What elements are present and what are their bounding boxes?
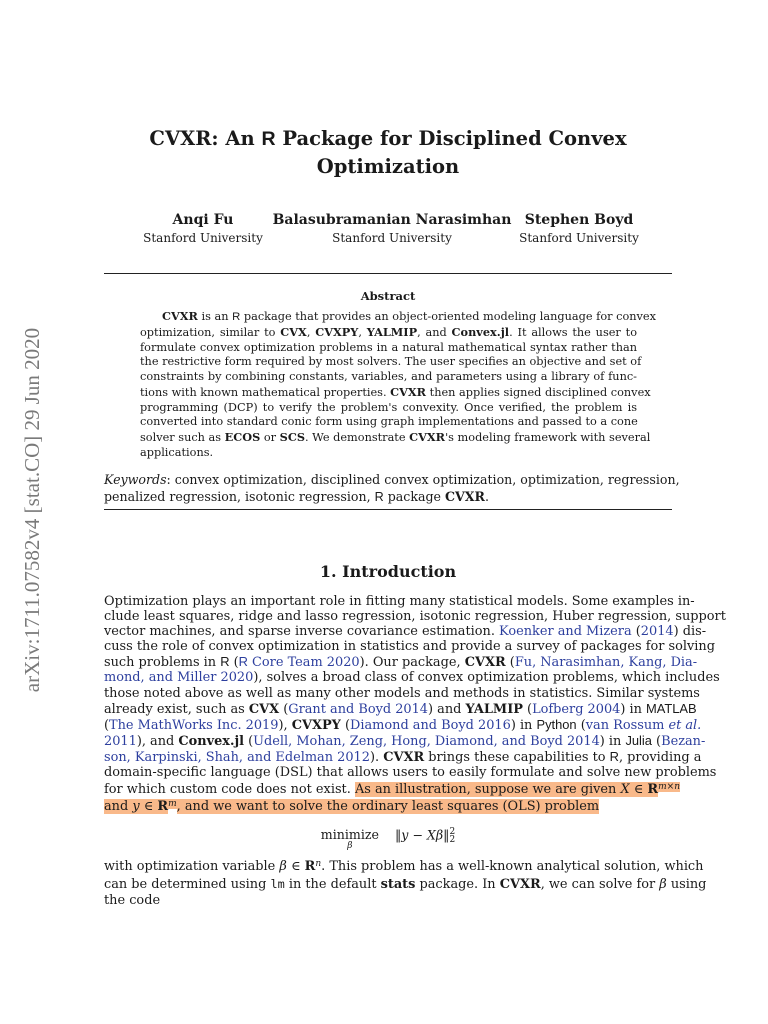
equation-norm-indices bbox=[449, 828, 455, 844]
citation-link[interactable]: Grant and Boyd 2014 bbox=[288, 701, 429, 717]
abstract-body-text: then applies signed disciplined convex bbox=[426, 385, 651, 399]
closing-paragraph-text: , we can solve for bbox=[540, 876, 660, 892]
citation-link[interactable]: Bezan- bbox=[661, 733, 706, 749]
introduction-paragraph-text: ) in bbox=[510, 717, 537, 733]
section-heading-introduction: 1. Introduction bbox=[319, 562, 457, 581]
closing-paragraph-line bbox=[104, 893, 672, 910]
paper-title-line-2 bbox=[104, 154, 672, 180]
abstract-bottom-rule bbox=[104, 509, 672, 510]
keywords-line bbox=[104, 472, 680, 489]
introduction-paragraph-line bbox=[104, 700, 697, 717]
closing-paragraph-text: in the default bbox=[284, 876, 381, 892]
introduction-paragraph-text: R bbox=[647, 782, 659, 798]
introduction-paragraph-text: Julia bbox=[625, 732, 652, 748]
abstract-body-text: Convex.jl bbox=[451, 324, 510, 339]
abstract-body-line bbox=[140, 384, 651, 401]
introduction-paragraph-text: domain-specific language (DSL) that allows users to easily formulate and solve new problems bbox=[104, 765, 717, 781]
abstract-body-line bbox=[140, 370, 637, 385]
introduction-paragraph-text: ( bbox=[576, 717, 586, 733]
closing-paragraph-text: . This problem has a well-known analytical solution, which bbox=[321, 859, 704, 875]
introduction-paragraph-text: ), and bbox=[136, 733, 179, 749]
abstract-heading: Abstract bbox=[360, 289, 416, 303]
introduction-paragraph-text: CVXR bbox=[464, 655, 506, 671]
introduction-paragraph-text: As an illustration, suppose we are given bbox=[354, 782, 621, 798]
abstract-body-text: , bbox=[358, 325, 367, 339]
keywords-text: . bbox=[485, 488, 490, 504]
abstract-body-text: solver such as bbox=[140, 431, 225, 444]
keywords-text: Keywords bbox=[104, 472, 167, 487]
abstract-body-line bbox=[140, 446, 637, 461]
citation-link[interactable]: Koenker and Mizera bbox=[499, 624, 632, 640]
keywords-text: R bbox=[374, 489, 384, 504]
citation-link[interactable]: The MathWorks Inc. 2019 bbox=[109, 717, 279, 733]
introduction-paragraph-text: Optimization plays an important role in fitting many statistical models. Some examples in- bbox=[104, 594, 695, 609]
introduction-paragraph-text: ), bbox=[278, 717, 292, 733]
introduction-paragraph-line bbox=[104, 624, 707, 640]
abstract-body-text: optimization, similar to bbox=[140, 325, 281, 339]
author-name-3: Stephen Boyd bbox=[524, 212, 634, 228]
introduction-paragraph-text: vector machines, and sparse inverse covariance estimation. bbox=[104, 624, 500, 640]
author-affiliation-3: Stanford University bbox=[519, 231, 639, 245]
abstract-body-line bbox=[140, 415, 637, 430]
abstract-body-text: SCS bbox=[279, 430, 305, 444]
abstract-body-line bbox=[140, 355, 642, 370]
keywords-text: package bbox=[383, 488, 445, 504]
introduction-paragraph-text: ∈ bbox=[139, 799, 158, 815]
closing-paragraph-text: the code bbox=[104, 893, 161, 909]
introduction-paragraph-line bbox=[104, 670, 720, 686]
closing-paragraph-text: package. In bbox=[415, 876, 500, 892]
author-name-1: Anqi Fu bbox=[172, 212, 234, 228]
arxiv-identifier-text: arXiv:1711.07582v4 [stat.CO] 29 Jun 2020 bbox=[20, 327, 44, 693]
abstract-top-rule bbox=[104, 273, 672, 274]
abstract-body-text: R bbox=[232, 311, 241, 323]
introduction-paragraph-text: ) in bbox=[599, 733, 626, 749]
abstract-body-text: CVX bbox=[280, 324, 307, 339]
introduction-paragraph-text: ( bbox=[651, 733, 662, 749]
equation-expression bbox=[395, 828, 455, 844]
citation-link[interactable]: 2014 bbox=[640, 624, 674, 640]
introduction-paragraph-line bbox=[104, 765, 717, 781]
introduction-paragraph-line bbox=[104, 685, 700, 701]
introduction-paragraph-text: clude least squares, ridge and lasso regression, isotonic regression, Huber regression, support bbox=[104, 609, 726, 625]
closing-paragraph-text: stats bbox=[380, 876, 416, 892]
introduction-paragraph-text: already exist, such as bbox=[104, 701, 249, 717]
author-affiliation-2: Stanford University bbox=[332, 231, 452, 245]
abstract-body-text: programming (DCP) to verify the problem's convexity. Once verified, the problem is bbox=[140, 400, 637, 414]
introduction-paragraph-line bbox=[104, 732, 706, 749]
abstract-body-text: CVXR bbox=[409, 430, 446, 444]
introduction-paragraph-line bbox=[104, 716, 702, 733]
introduction-paragraph-line bbox=[104, 780, 681, 798]
equation-norm: ‖y − Xβ‖ bbox=[394, 827, 450, 843]
abstract-body-text: constraints by combining constants, variables, and parameters using a library of func- bbox=[140, 370, 637, 383]
abstract-body-text: YALMIP bbox=[366, 324, 418, 339]
introduction-paragraph-text: ∈ bbox=[629, 782, 648, 798]
abstract-body-text: . We demonstrate bbox=[304, 431, 410, 444]
introduction-paragraph-line bbox=[104, 797, 672, 814]
abstract-body-text: . It allows the user to bbox=[509, 325, 637, 339]
abstract-body-text: applications. bbox=[140, 445, 214, 459]
abstract-body-text: CVXR bbox=[390, 384, 427, 399]
introduction-paragraph-text: Python bbox=[536, 716, 577, 732]
introduction-paragraph-text: X bbox=[620, 782, 630, 798]
citation-link[interactable]: Diamond and Boyd 2016 bbox=[350, 717, 511, 733]
introduction-paragraph-text: R bbox=[157, 799, 169, 815]
introduction-paragraph-text: y bbox=[132, 799, 140, 815]
introduction-paragraph-text: Convex.jl bbox=[178, 733, 245, 749]
introduction-paragraph-text: , providing a bbox=[618, 749, 702, 765]
introduction-paragraph-text: cuss the role of convex optimization in statistics and provide a survey of packages for solving bbox=[104, 639, 715, 655]
introduction-paragraph-text: ( bbox=[340, 717, 351, 733]
introduction-paragraph-text: those noted above as well as many other models and methods in statistics. Similar systems bbox=[104, 685, 700, 701]
introduction-paragraph-text: ) and bbox=[428, 701, 466, 717]
abstract-body-text: CVXR bbox=[162, 309, 198, 323]
abstract-body-text: , bbox=[306, 325, 316, 339]
introduction-paragraph-line bbox=[104, 594, 695, 609]
introduction-paragraph-text: ( bbox=[244, 733, 254, 749]
paper-title-line-1-segment: CVXR: An bbox=[149, 127, 262, 150]
abstract-body-text: ECOS bbox=[224, 430, 261, 444]
equation-norm-superscript: 2 bbox=[449, 827, 456, 837]
closing-paragraph-text: CVXR bbox=[499, 876, 541, 892]
closing-paragraph-text: lm bbox=[270, 876, 285, 891]
equation-operator bbox=[321, 828, 379, 851]
equation-operator-subscript: β bbox=[347, 841, 353, 851]
introduction-paragraph-text: CVX bbox=[248, 701, 280, 717]
keywords-text: penalized regression, isotonic regression, bbox=[104, 488, 375, 504]
paper-title-line-1-segment: Package for Disciplined Convex bbox=[275, 127, 627, 150]
introduction-paragraph-text: ( bbox=[279, 701, 289, 717]
keywords-text: : convex optimization, disciplined convex optimization, optimization, regression, bbox=[166, 472, 680, 487]
closing-paragraph-text: β bbox=[659, 876, 667, 892]
introduction-paragraph-text: m bbox=[168, 799, 177, 810]
introduction-paragraph-text: and bbox=[104, 799, 133, 815]
citation-link[interactable]: 2011 bbox=[104, 733, 137, 749]
closing-paragraph-text: β bbox=[279, 859, 287, 875]
introduction-paragraph bbox=[104, 594, 726, 815]
introduction-paragraph-text: R bbox=[220, 654, 230, 670]
abstract-body-text: or bbox=[260, 431, 280, 444]
introduction-paragraph-line bbox=[104, 654, 698, 671]
introduction-paragraph-text: CVXR bbox=[383, 749, 425, 765]
citation-link[interactable]: Udell, Mohan, Zeng, Hong, Diamond, and Boyd 2014 bbox=[253, 733, 600, 749]
introduction-paragraph-text: ), solves a broad class of convex optimization problems, which includes bbox=[253, 670, 720, 686]
closing-paragraph-text: R bbox=[304, 859, 316, 875]
closing-paragraph-text: n bbox=[315, 859, 322, 869]
introduction-paragraph-text: ( bbox=[631, 624, 641, 640]
introduction-paragraph-text: R bbox=[609, 748, 619, 764]
abstract-body-text: is an bbox=[197, 310, 233, 323]
closing-paragraph-line bbox=[104, 856, 704, 876]
keywords-text: CVXR bbox=[444, 488, 486, 504]
introduction-paragraph-text: ). bbox=[369, 749, 384, 765]
citation-link[interactable]: R bbox=[238, 654, 248, 670]
introduction-paragraph-text: , and we want to solve the ordinary least squares (OLS) problem bbox=[176, 799, 600, 815]
abstract-body-text: 's modeling framework with several bbox=[445, 431, 651, 444]
abstract-body-text: package that provides an object-oriented modeling language for convex bbox=[240, 310, 656, 323]
citation-link[interactable]: Fu, Narasimhan, Kang, Dia- bbox=[514, 655, 698, 671]
citation-link[interactable]: mond, and Miller 2020 bbox=[104, 670, 254, 686]
introduction-paragraph-text: ( bbox=[505, 655, 515, 671]
paper-title-line-1-segment: R bbox=[261, 128, 276, 150]
introduction-paragraph-line bbox=[104, 748, 702, 765]
abstract-body-line bbox=[140, 401, 637, 416]
citation-link[interactable]: van Rossum bbox=[585, 717, 669, 733]
paper-title-line-2-segment: Optimization bbox=[316, 155, 460, 178]
introduction-paragraph-text: ( bbox=[229, 655, 239, 671]
introduction-paragraph-text: ). Our package, bbox=[359, 655, 465, 671]
introduction-paragraph-text: ( bbox=[104, 717, 110, 733]
citation-link[interactable]: Core Team 2020 bbox=[247, 655, 360, 671]
equation-norm-subscript: 2 bbox=[449, 835, 456, 845]
citation-link[interactable]: et al. bbox=[668, 717, 702, 733]
introduction-paragraph-line bbox=[104, 639, 715, 655]
citation-link[interactable]: Lofberg 2004 bbox=[532, 701, 621, 717]
abstract-body-text: formulate convex optimization problems in a natural mathematical syntax rather than bbox=[140, 340, 637, 354]
keywords-line bbox=[104, 489, 672, 506]
abstract-body-text: the restrictive form required by most solvers. The user specifies an objective and set of bbox=[140, 355, 642, 369]
closing-paragraph-text: ∈ bbox=[286, 859, 305, 875]
closing-paragraph-text: using bbox=[666, 876, 707, 892]
introduction-paragraph-text: ) dis- bbox=[673, 624, 707, 640]
abstract-body bbox=[140, 309, 656, 461]
abstract-body-line bbox=[140, 430, 651, 446]
ols-display-equation bbox=[104, 828, 672, 856]
introduction-paragraph-text: ( bbox=[522, 701, 533, 717]
equation-operator-text: minimize bbox=[320, 827, 379, 842]
closing-paragraph-line bbox=[104, 876, 707, 894]
author-affiliation-1: Stanford University bbox=[143, 231, 263, 245]
introduction-paragraph-text: ) in bbox=[620, 701, 647, 717]
keywords bbox=[104, 472, 680, 505]
abstract-body-text: tions with known mathematical properties. bbox=[140, 385, 391, 399]
author-name-2: Balasubramanian Narasimhan bbox=[272, 212, 512, 228]
introduction-paragraph-text: YALMIP bbox=[465, 701, 523, 717]
closing-paragraph-text: with optimization variable bbox=[104, 859, 280, 875]
abstract-body-text: , and bbox=[417, 325, 452, 339]
abstract-body-line bbox=[140, 309, 656, 325]
introduction-paragraph-text: CVXPY bbox=[291, 717, 341, 733]
closing-paragraph-text: can be determined using bbox=[104, 876, 271, 892]
introduction-paragraph-text: MATLAB bbox=[646, 700, 697, 716]
introduction-paragraph-text: brings these capabilities to bbox=[424, 749, 610, 765]
paper-title-line-1 bbox=[104, 126, 672, 152]
abstract-body-text: converted into standard conic form using graph implementations and passed to a cone bbox=[140, 415, 638, 429]
introduction-paragraph-text: for which custom code does not exist. bbox=[104, 782, 355, 798]
citation-link[interactable]: son, Karpinski, Shah, and Edelman 2012 bbox=[104, 749, 370, 765]
arxiv-identifier-stamp bbox=[18, 320, 46, 700]
abstract-body-line bbox=[140, 341, 637, 356]
closing-paragraph bbox=[104, 856, 707, 910]
introduction-paragraph-text: such problems in bbox=[104, 655, 221, 671]
introduction-paragraph-line bbox=[104, 609, 726, 625]
introduction-paragraph-text: m×n bbox=[658, 782, 681, 793]
abstract-body-text: CVXPY bbox=[315, 324, 359, 339]
abstract-body-line bbox=[140, 325, 637, 341]
